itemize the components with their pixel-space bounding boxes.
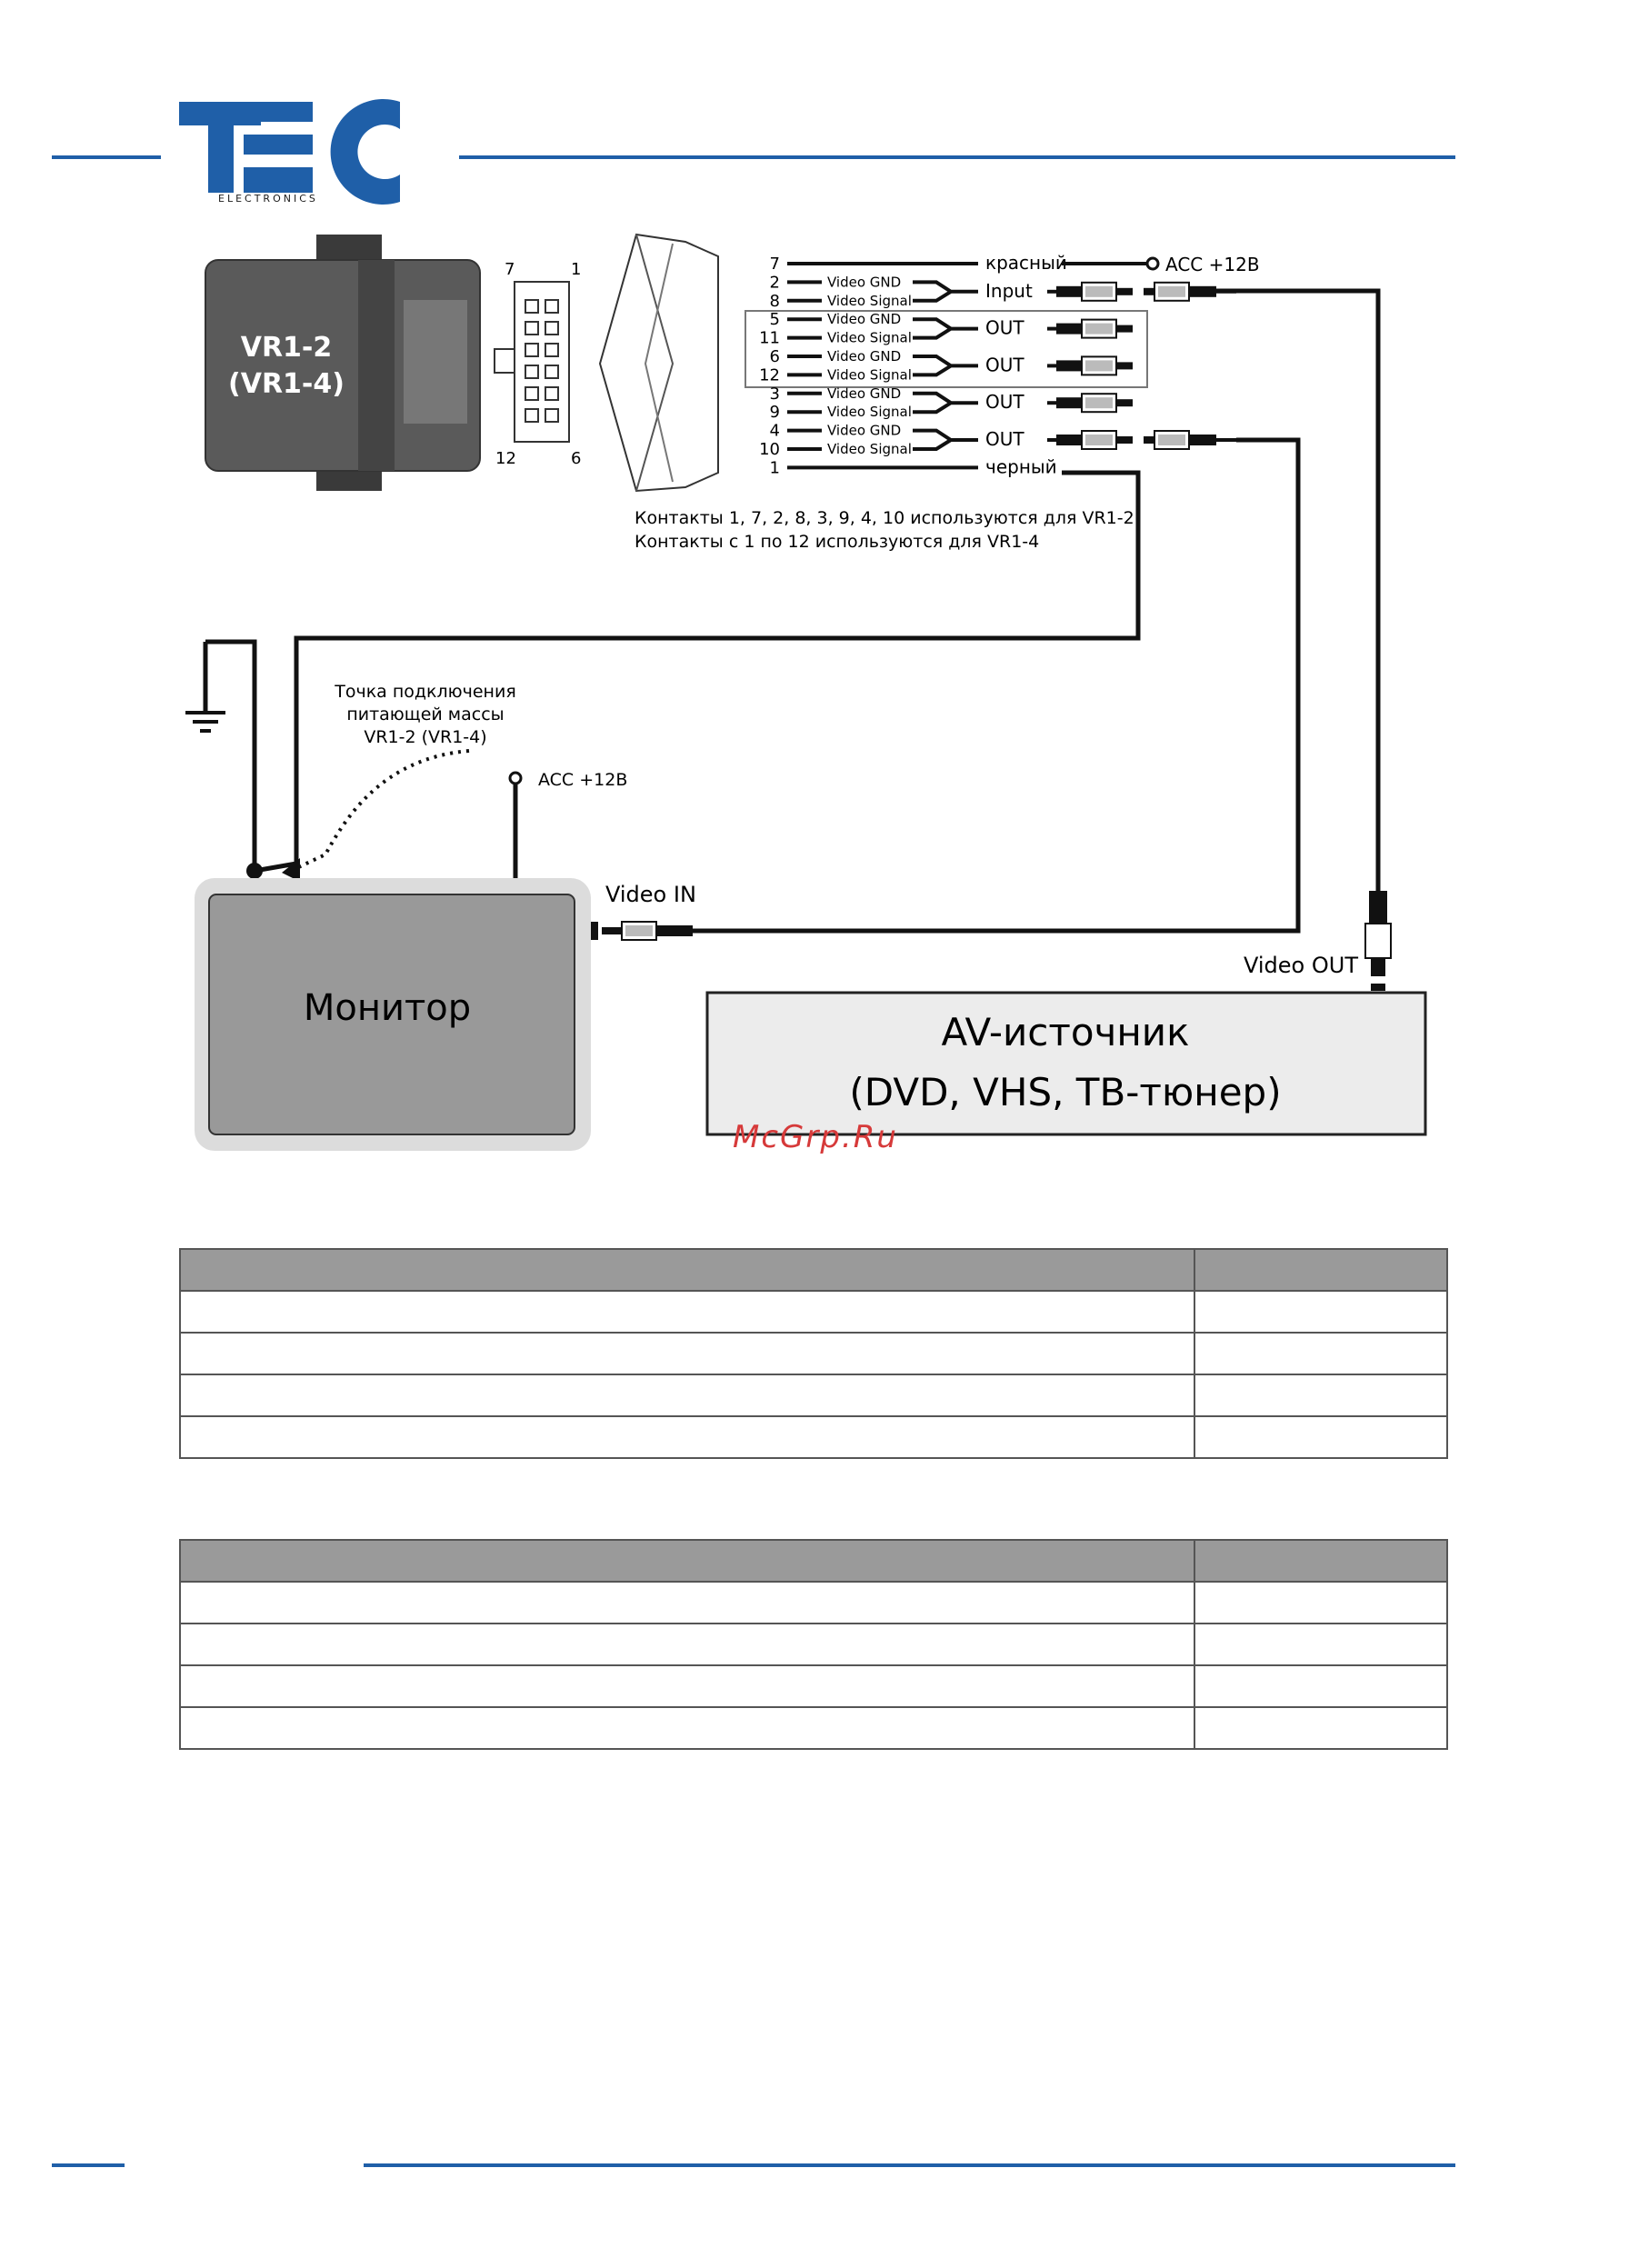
table-row	[180, 1707, 1447, 1749]
table-1-header	[180, 1249, 1447, 1291]
footer-line-left	[52, 2163, 125, 2167]
pin-number: 4	[769, 421, 780, 441]
pin-signal: Video Signal	[827, 441, 912, 457]
watermark: McGrp.Ru	[733, 1119, 898, 1155]
table-1	[179, 1248, 1448, 1459]
pin-number: 7	[769, 255, 780, 274]
connector-pin	[525, 344, 538, 356]
signal-merge	[913, 282, 978, 300]
table-row	[180, 1416, 1447, 1458]
ground-note-3: VR1-2 (VR1-4)	[364, 727, 487, 747]
signal-merge	[913, 394, 978, 412]
pin-function-label: OUT	[985, 428, 1024, 450]
connector-pin	[545, 300, 558, 313]
av-source-line-2: (DVD, VHS, ТВ-тюнер)	[849, 1070, 1282, 1114]
note-line-2: Контакты с 1 по 12 используются для VR1-4	[635, 532, 1040, 552]
acc-monitor-label: ACC +12B	[538, 770, 628, 790]
pin-function-label: OUT	[985, 391, 1024, 414]
connector-pin	[545, 387, 558, 400]
pin-number: 6	[769, 347, 780, 366]
pin-label-6: 6	[571, 449, 582, 468]
pin-signal: Video GND	[827, 422, 902, 439]
pin-signal: Video Signal	[827, 329, 912, 346]
av-source-line-1: AV-источник	[941, 1010, 1190, 1054]
pin-signal: Video GND	[827, 385, 902, 402]
monitor-label: Монитор	[303, 987, 472, 1029]
vr1-device	[205, 235, 480, 491]
tec-logo	[179, 99, 400, 205]
pin-number: 5	[769, 310, 780, 330]
pin-label-7: 7	[505, 260, 515, 279]
note-line-1: Контакты 1, 7, 2, 8, 3, 9, 4, 10 используются для VR1-2	[635, 508, 1134, 528]
pin-function-label: красный	[985, 252, 1067, 274]
table-row	[180, 1333, 1447, 1374]
pin-signal: Video Signal	[827, 366, 912, 384]
table-row	[180, 1582, 1447, 1624]
pin-label-12: 12	[495, 449, 516, 468]
rca-plug	[1047, 283, 1133, 301]
signal-merge	[913, 319, 978, 337]
connector-pin	[525, 365, 538, 378]
pin-function-label: OUT	[985, 354, 1024, 376]
connector-pin	[545, 322, 558, 335]
ground-note-1: Точка подключения	[335, 682, 516, 702]
pin-signal: Video Signal	[827, 404, 912, 421]
pin-function-label: OUT	[985, 316, 1024, 339]
acc-top-label: ACC +12B	[1165, 254, 1260, 275]
pin-function-label: Input	[985, 279, 1033, 302]
rca-plug	[1047, 431, 1133, 449]
table-2	[179, 1539, 1448, 1750]
pin-signal: Video Signal	[827, 292, 912, 309]
pin-label-1: 1	[571, 260, 582, 279]
pin-signal: Video GND	[827, 348, 902, 365]
connector-pin	[545, 409, 558, 422]
av-source	[707, 993, 1425, 1134]
pin-number: 8	[769, 291, 780, 311]
pin-number: 2	[769, 273, 780, 293]
pin-number: 1	[769, 458, 780, 478]
rca-plug	[1047, 356, 1133, 375]
signal-merge	[913, 431, 978, 449]
ground-note-2: питающей массы	[346, 704, 505, 724]
monitor	[195, 878, 696, 1151]
table-row	[180, 1374, 1447, 1416]
connector-pin	[545, 344, 558, 356]
rca-plug	[1047, 394, 1133, 412]
rca-mate	[1144, 431, 1236, 449]
pin-number: 3	[769, 384, 780, 404]
connector-pin	[525, 322, 538, 335]
device-label-1: VR1-2	[240, 332, 333, 364]
logo-subtitle: ELECTRONICS	[218, 193, 318, 205]
pin-signal: Video GND	[827, 274, 902, 291]
table-2-header	[180, 1540, 1447, 1582]
pin-function-label: черный	[985, 455, 1057, 478]
video-out-label: Video OUT	[1244, 953, 1358, 978]
rca-video-out	[1365, 891, 1391, 976]
acc-top	[1062, 254, 1260, 275]
video-in-label: Video IN	[605, 882, 696, 907]
connector-pin	[525, 300, 538, 313]
pin-number: 9	[769, 403, 780, 423]
rca-plug	[1047, 320, 1133, 338]
device-label-2: (VR1-4)	[228, 368, 345, 400]
pin-number: 11	[759, 328, 780, 348]
connector-pin	[525, 409, 538, 422]
rca-video-in	[602, 922, 693, 940]
table-row	[180, 1665, 1447, 1707]
plug-housing	[600, 235, 718, 491]
table-row	[180, 1291, 1447, 1333]
table-row	[180, 1624, 1447, 1665]
pin-signal: Video GND	[827, 311, 902, 328]
footer-line-right	[364, 2163, 1455, 2167]
pin-rows	[759, 252, 1236, 477]
connector-pin	[545, 365, 558, 378]
connector-pin	[525, 387, 538, 400]
pin-number: 12	[759, 365, 780, 385]
connector	[495, 260, 581, 468]
pin-number: 10	[759, 440, 780, 459]
signal-merge	[913, 356, 978, 375]
